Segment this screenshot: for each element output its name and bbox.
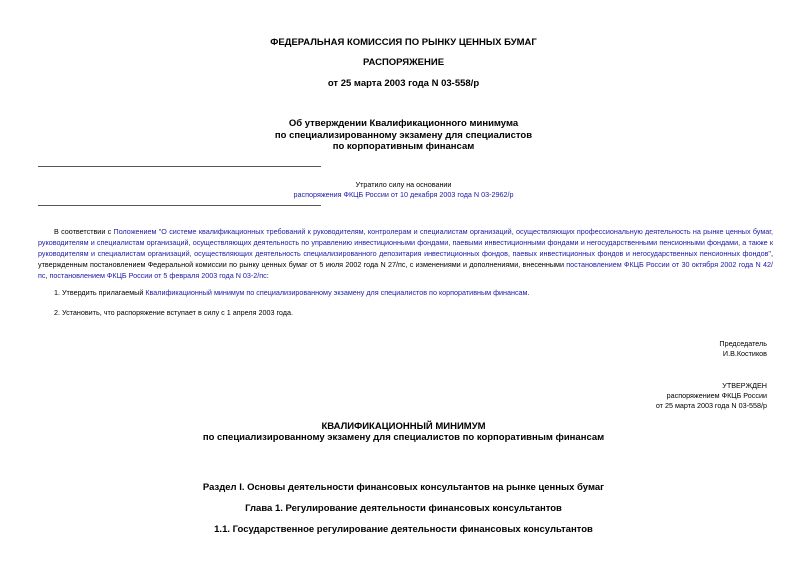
doc-type: РАСПОРЯЖЕНИЕ	[362, 57, 445, 68]
preamble-resolution-link-1[interactable]: постановлением ФКЦБ России от 30 октября 2002 года N 42/пс	[38, 259, 773, 280]
preamble-middle: , утвержденным постановлением Федеральной комиссии по рынку ценных бумаг от 5 июля 2002 года N 27/пс, с изменениями и дополнениями, внесенными	[38, 248, 773, 269]
preamble-intro: В соответствии с	[54, 227, 114, 236]
item-1-suffix: .	[527, 288, 530, 297]
preamble-regulation-link[interactable]: Положением "О системе квалификационных требований к руководителям, контролерам и специалистам организаций, осуществляющих профессиональную деятельность на рынке ценных бумаг, руководителям и специалистам организаций, осуществляющих деятельность по управлению инвестиционными фондами, паевыми инвестиционными фондами и негосударственными пенсионными фондами, а также к руководителям и специалистам организаций, осуществляющих деятельность специализированного депозитария инвестиционных фондов, паевых инвестиционных фондов и негосударственных пенсионных фондов"	[38, 227, 773, 258]
signature-title: Председатель	[719, 339, 767, 348]
item-1	[38, 288, 773, 299]
signature-name: И.В.Костиков	[722, 349, 767, 358]
approval-word: УТВЕРЖДЕН	[722, 381, 767, 390]
header-divider	[38, 166, 321, 167]
preamble-separator: ,	[45, 270, 50, 280]
subject-line-1: Об утверждении Квалификационного минимума	[288, 118, 519, 129]
preamble-resolution-link-2[interactable]: постановлением ФКЦБ России от 5 февраля 2003 года N 03-2/пс	[49, 270, 267, 280]
subject-line-2: по специализированному экзамену для специалистов	[274, 130, 533, 141]
item-1-link[interactable]: Квалификационный минимум по специализированному экзамену для специалистов по корпоративным финансам	[145, 288, 528, 297]
item-2: 2. Установить, что распоряжение вступает в силу с 1 апреля 2003 года.	[54, 308, 293, 317]
annex-chapter-heading: Глава 1. Регулирование деятельности финансовых консультантов	[245, 503, 562, 514]
status-link[interactable]: распоряжения ФКЦБ России от 10 декабря 2003 года N 03-2962/р	[293, 190, 514, 199]
annex-subtitle: по специализированному экзамену для специалистов по корпоративным финансам	[202, 432, 605, 443]
subject-line-3: по корпоративным финансам	[332, 141, 475, 152]
annex-subsection-heading: 1.1. Государственное регулирование деятельности финансовых консультантов	[214, 524, 593, 535]
agency-title: ФЕДЕРАЛЬНАЯ КОМИССИЯ ПО РЫНКУ ЦЕННЫХ БУМАГ	[270, 37, 537, 48]
status-divider	[38, 205, 321, 206]
status-note: Утратило силу на основании	[355, 180, 452, 189]
annex-title: КВАЛИФИКАЦИОННЫЙ МИНИМУМ	[321, 421, 486, 432]
preamble-paragraph	[38, 227, 773, 282]
approval-by: распоряжением ФКЦБ России	[666, 391, 767, 400]
doc-date-number: от 25 марта 2003 года N 03-558/р	[327, 78, 480, 89]
item-1-prefix: 1. Утвердить прилагаемый	[54, 288, 146, 297]
annex-section-heading: Раздел I. Основы деятельности финансовых консультантов на рынке ценных бумаг	[202, 482, 605, 493]
approval-date: от 25 марта 2003 года N 03-558/р	[655, 401, 767, 410]
preamble-end: :	[266, 270, 269, 280]
